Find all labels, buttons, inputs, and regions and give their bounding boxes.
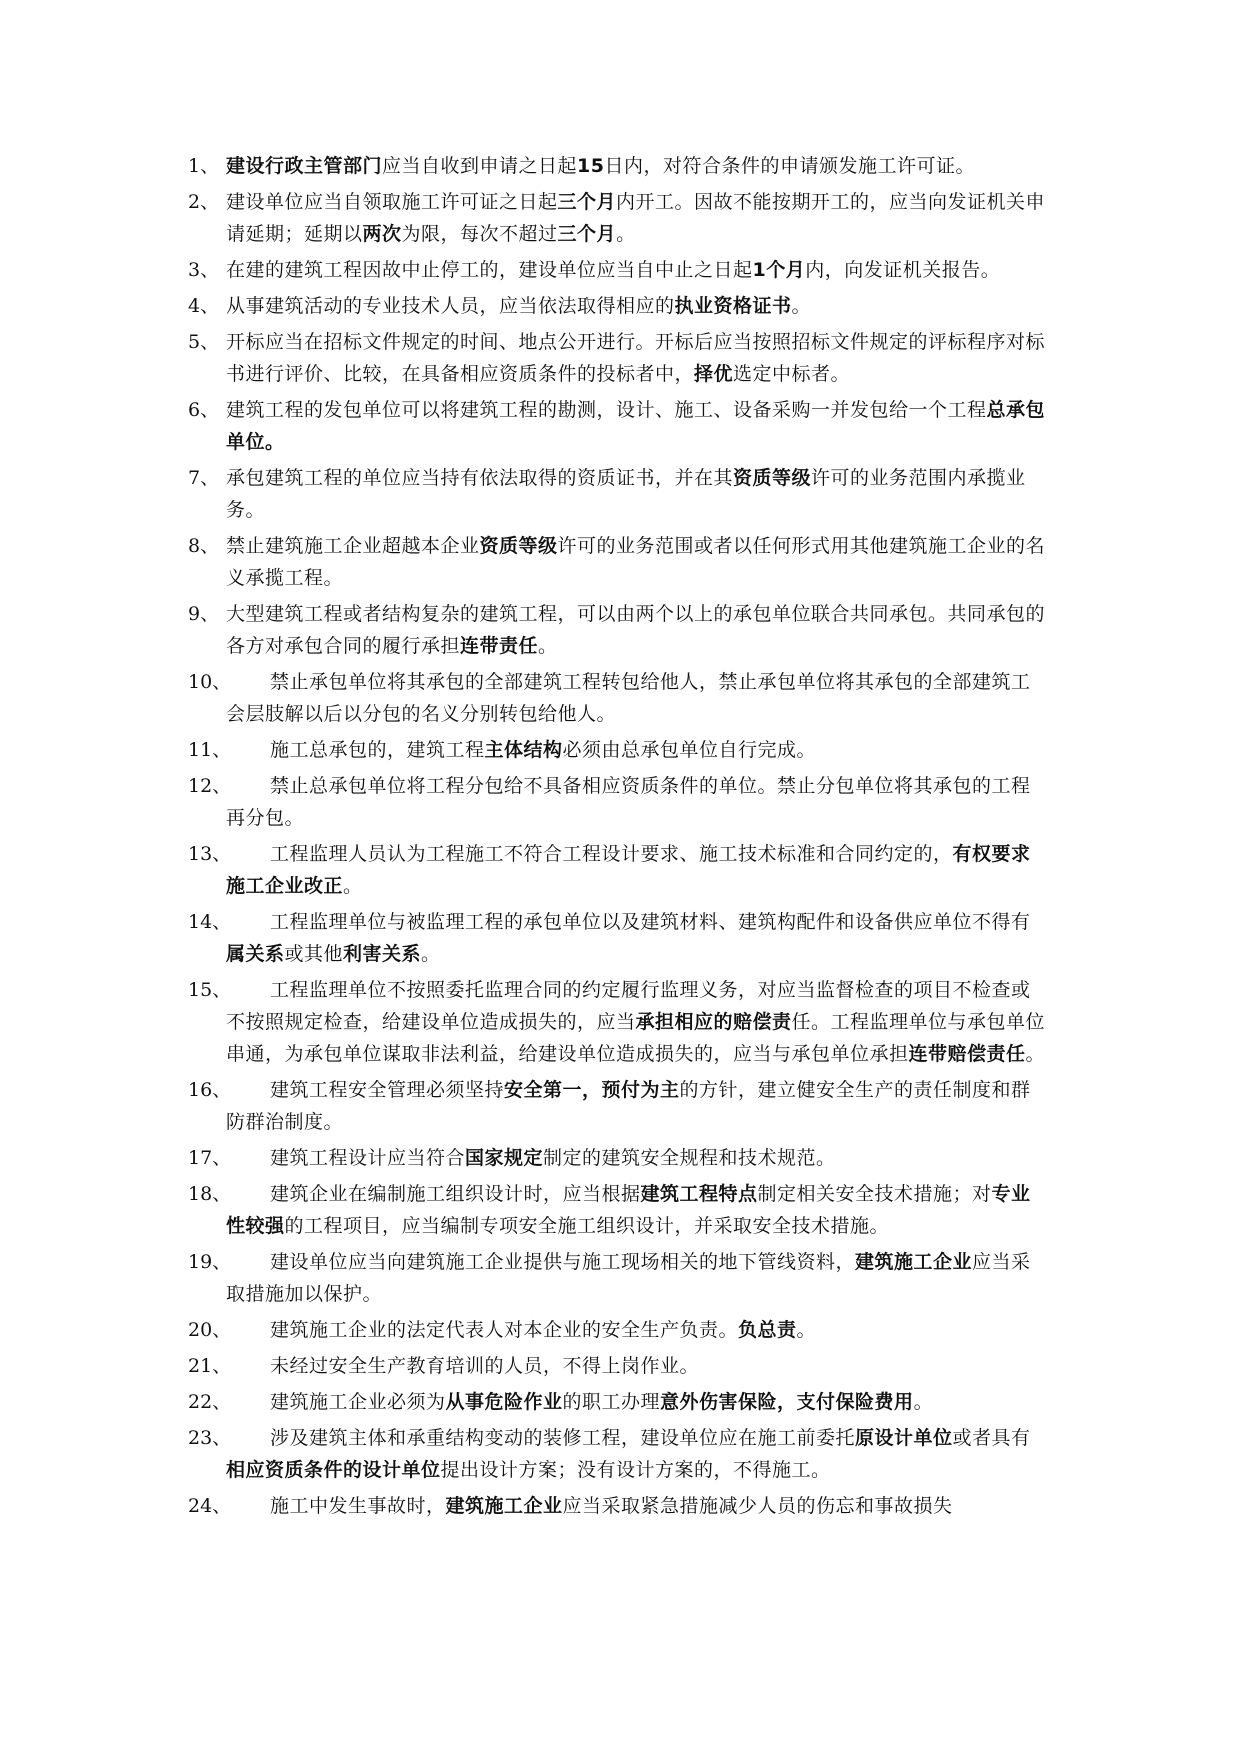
text-segment: 禁止总承包单位将工程分包给不具备相应资质条件的单位。禁止分包单位将其承包的工程再分包。 [226,775,1031,829]
item-number: 21、 [188,1355,232,1377]
text-segment: 日内，对符合条件的申请颁发施工许可证。 [604,155,975,177]
text-segment: 建筑施工企业的法定代表人对本企业的安全生产负责。 [270,1319,739,1341]
emphasized-term: 资质等级 [733,467,812,489]
text-segment: 选定中标者。 [733,363,851,385]
item-number: 16、 [188,1079,232,1101]
list-item [188,1350,1048,1382]
list-item [188,770,1048,834]
emphasized-term: 原设计单位 [855,1427,953,1449]
text-segment: 涉及建筑主体和承重结构变动的装修工程，建设单位应在施工前委托 [270,1427,856,1449]
item-number: 15、 [188,979,232,1001]
item-number: 12、 [188,775,232,797]
item-number: 10、 [188,671,232,693]
emphasized-term: 总承包单位。 [226,399,1046,453]
list-item [188,1246,1048,1310]
item-number: 6、 [188,399,220,421]
emphasized-term: 执业资格证书 [674,295,792,317]
list-item [188,150,1048,182]
emphasized-term: 建筑施工企业 [445,1495,563,1517]
emphasized-term: 属关系 [226,943,285,965]
text-segment: 建设单位应当自领取施工许可证之日起 [226,191,558,213]
text-segment: 或其他 [284,943,344,965]
emphasized-term: 三个月 [557,191,617,213]
emphasized-term: 15 [577,155,605,177]
text-segment: 应当采取措施加以保护。 [226,1251,1031,1305]
regulation-list [188,150,1048,1526]
item-text [226,838,1048,902]
item-number: 19、 [188,1251,232,1273]
text-segment: 。 [796,1319,817,1341]
list-item [188,838,1048,902]
item-text [226,1178,1048,1242]
list-item [188,734,1048,766]
list-item [188,462,1048,526]
list-item [188,1422,1048,1486]
text-segment: 的职工办理 [562,1391,661,1413]
item-text [226,598,1048,662]
item-number: 8、 [188,535,220,557]
list-item [188,1178,1048,1242]
text-segment: 。 [538,635,558,657]
text-segment: 。 [343,875,363,897]
item-text [226,1142,1048,1174]
text-segment: 的方针，建立健安全生产的责任制度和群防群治制度。 [226,1079,1031,1133]
emphasized-term: 意外伤害保险，支付保险费用 [660,1391,914,1413]
list-item [188,530,1048,594]
item-text [226,1246,1048,1310]
text-segment: 许可的业务范围或者以任何形式用其他建筑施工企业的名义承揽工程。 [226,535,1046,589]
text-segment: 或者具有 [952,1427,1031,1449]
item-text [226,770,1048,834]
text-segment: 禁止承包单位将其承包的全部建筑工程转包给他人，禁止承包单位将其承包的全部建筑工会层肢解以后以分包的名义分别转包给他人。 [226,671,1031,725]
text-segment: 建筑工程设计应当符合 [270,1147,466,1169]
emphasized-term: 择优 [694,363,734,385]
text-segment: 建筑施工企业必须为 [270,1391,446,1413]
item-text [226,290,1048,322]
item-text [226,666,1048,730]
text-segment: 。 [421,943,441,965]
emphasized-term: 利害关系 [343,943,422,965]
list-item [188,1142,1048,1174]
item-number: 18、 [188,1183,232,1205]
text-segment: 工程监理单位不按照委托监理合同的约定履行监理义务，对应当监督检查的项目不检查或不按照规定检查，给建设单位造成损失的，应当 [226,979,1031,1033]
text-segment: 承包建筑工程的单位应当持有依法取得的资质证书，并在其 [226,467,734,489]
emphasized-term: 连带责任 [460,635,539,657]
text-segment: 建筑工程安全管理必须坚持 [270,1079,505,1101]
text-segment: 。 [791,295,812,317]
item-number: 24、 [188,1495,232,1517]
list-item [188,598,1048,662]
emphasized-term: 建设行政主管部门 [226,155,383,177]
item-number: 5、 [188,331,220,353]
item-text [226,1386,1048,1418]
text-segment: 大型建筑工程或者结构复杂的建筑工程，可以由两个以上的承包单位联合共同承包。共同承包的各方对承包合同的履行承担 [226,603,1046,657]
emphasized-term: 负总责 [738,1319,797,1341]
list-item [188,906,1048,970]
item-text [226,394,1048,458]
text-segment: 未经过安全生产教育培训的人员，不得上岗作业。 [270,1355,700,1377]
text-segment: 建筑企业在编制施工组织设计时，应当根据 [270,1183,641,1205]
item-text [226,186,1048,250]
emphasized-term: 有权要求施工企业改正 [226,843,1031,897]
item-number: 14、 [188,911,232,933]
emphasized-term: 建筑工程特点 [640,1183,758,1205]
item-number: 7、 [188,467,220,489]
list-item [188,290,1048,322]
text-segment: 应当自收到申请之日起 [382,155,578,177]
emphasized-term: 专业性较强 [226,1183,1031,1237]
item-text [226,734,1048,766]
text-segment: 工程监理人员认为工程施工不符合工程设计要求、施工技术标准和合同约定的， [270,843,953,865]
list-item [188,1490,1048,1522]
item-text [226,1074,1048,1138]
item-text [226,462,1048,526]
item-text [226,1490,1048,1522]
text-segment: 任。工程监理单位与承包单位串通，为承包单位谋取非法利益，给建设单位造成损失的，应当与承包单位承担 [226,1011,1046,1065]
text-segment: 建筑工程的发包单位可以将建筑工程的勘测，设计、施工、设备采购一并发包给一个工程 [226,399,987,421]
text-segment: 从事建筑活动的专业技术人员，应当依法取得相应的 [226,295,675,317]
emphasized-term: 安全第一，预付为主 [504,1079,680,1101]
list-item [188,666,1048,730]
item-number: 17、 [188,1147,232,1169]
item-text [226,1422,1048,1486]
item-number: 3、 [188,259,220,281]
emphasized-term: 主体结构 [484,739,563,761]
item-text [226,326,1048,390]
text-segment: 施工中发生事故时， [270,1495,446,1517]
item-number: 20、 [188,1319,232,1341]
text-segment: 工程监理单位与被监理工程的承包单位以及建筑材料、建筑构配件和设备供应单位不得有 [270,911,1031,933]
item-number: 1、 [188,155,220,177]
text-segment: 。 [1025,1043,1046,1065]
text-segment: 内，向发证机关报告。 [805,259,1001,281]
text-segment: 提出设计方案；没有设计方案的，不得施工。 [440,1459,831,1481]
item-text [226,1314,1048,1346]
text-segment: 在建的建筑工程因故中止停工的，建设单位应当自中止之日起 [226,259,753,281]
list-item [188,1386,1048,1418]
emphasized-term: 两次 [362,223,402,245]
item-text [226,1350,1048,1382]
list-item [188,1314,1048,1346]
text-segment: 。 [616,223,636,245]
emphasized-term: 相应资质条件的设计单位 [226,1459,441,1481]
emphasized-term: 国家规定 [465,1147,544,1169]
item-number: 13、 [188,843,232,865]
item-number: 2、 [188,191,220,213]
item-number: 9、 [188,603,220,625]
emphasized-term: 1个月 [752,259,806,281]
emphasized-term: 从事危险作业 [445,1391,563,1413]
text-segment: 为限，每次不超过 [401,223,558,245]
item-text [226,906,1048,970]
item-text [226,974,1048,1070]
item-text [226,254,1048,286]
item-number: 23、 [188,1427,232,1449]
emphasized-term: 建筑施工企业 [855,1251,973,1273]
list-item [188,394,1048,458]
item-number: 4、 [188,295,220,317]
item-text [226,150,1048,182]
text-segment: 应当采取紧急措施减少人员的伤忘和事故损失 [562,1495,953,1517]
text-segment: 的工程项目，应当编制专项安全施工组织设计，并采取安全技术措施。 [284,1215,890,1237]
list-item [188,186,1048,250]
emphasized-term: 承担相应的赔偿责 [635,1011,792,1033]
emphasized-term: 连带赔偿责任 [908,1043,1026,1065]
text-segment: 必须由总承包单位自行完成。 [562,739,817,761]
emphasized-term: 三个月 [557,223,617,245]
item-number: 11、 [188,739,232,761]
item-text [226,530,1048,594]
text-segment: 建设单位应当向建筑施工企业提供与施工现场相关的地下管线资料， [270,1251,856,1273]
text-segment: 禁止建筑施工企业超越本企业 [226,535,480,557]
text-segment: 开标应当在招标文件规定的时间、地点公开进行。开标后应当按照招标文件规定的评标程序对标书进行评价、比较，在具备相应资质条件的投标者中， [226,331,1046,385]
item-number: 22、 [188,1391,232,1413]
text-segment: 许可的业务范围内承揽业务。 [226,467,1026,521]
emphasized-term: 资质等级 [479,535,558,557]
list-item [188,974,1048,1070]
list-item [188,1074,1048,1138]
text-segment: 内开工。因故不能按期开工的，应当向发证机关申请延期；延期以 [226,191,1046,245]
text-segment: 。 [913,1391,934,1413]
list-item [188,326,1048,390]
list-item [188,254,1048,286]
text-segment: 施工总承包的，建筑工程 [270,739,485,761]
text-segment: 制定的建筑安全规程和技术规范。 [543,1147,836,1169]
text-segment: 制定相关安全技术措施；对 [757,1183,992,1205]
